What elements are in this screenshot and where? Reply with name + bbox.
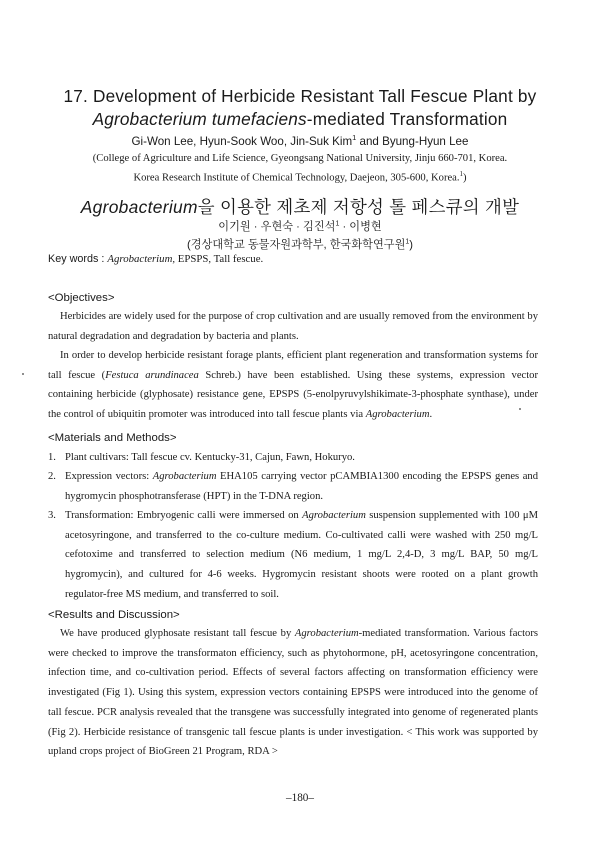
page-number: –180– <box>286 792 314 804</box>
obj-p2-text-a: In order to develop herbicide resistant forage plants, efficient plant regeneration and transformation systems for tall fescue ( <box>48 350 538 381</box>
obj-p2-text-b: Schreb.) have been established. Using these systems, expression vector containing herbicide (glyphosate) resistance gene, EPSPS (5-enolpyruvylshikimate-3-phosphate synthase), under the control of ubiquitin promoter was introduced into tall fescue plants via <box>48 369 538 421</box>
item-number: 1. <box>48 452 56 463</box>
methods-item <box>48 448 538 468</box>
keywords-label: Key words : <box>48 253 108 265</box>
keyword-organism: Agrobacterium, <box>107 253 176 265</box>
objectives-heading: <Objectives> <box>48 292 115 304</box>
author-list <box>40 133 560 148</box>
methods-item <box>48 467 538 506</box>
affiliation-text: Korea Research Institute of Chemical Technology, Daejeon, 305-600, Korea. <box>133 172 460 184</box>
item-number: 2. <box>48 471 56 482</box>
paper-title-line-1: 17. Development of Herbicide Resistant Tall Fescue Plant by <box>63 86 537 106</box>
item-text-b: EHA105 carrying vector pCAMBIA1300 encoding the EPSPS genes and hygromycin phosphotransferase (HPT) in the T-DNA region. <box>65 471 538 502</box>
item-text-a: Plant cultivars: Tall fescue cv. Kentucky-31, Cajun, Fawn, Hokuryo. <box>65 452 355 463</box>
item-organism: Agrobacterium <box>152 471 217 482</box>
korean-title-rest: 을 이용한 제초제 저항성 톨 페스큐의 개발 <box>197 197 520 217</box>
korean-authors-part-2: · 이병현 <box>339 221 382 233</box>
item-number: 3. <box>48 510 56 521</box>
korean-affiliation-text: (경상대학교 동물자원과학부, 한국화학연구원 <box>186 239 406 251</box>
title-rest: -mediated Transformation <box>306 109 508 129</box>
affiliation-line-1: (College of Agriculture and Life Science, Gyeongsang National University, Jinju 660-701, Korea. <box>92 153 508 164</box>
item-text-a: Expression vectors: <box>65 471 153 482</box>
methods-heading: <Materials and Methods> <box>48 432 177 444</box>
korean-affiliation-close: ) <box>409 239 414 251</box>
scan-speck <box>519 408 521 410</box>
authors-part-2: and Byung-Hyun Lee <box>356 134 469 148</box>
keywords <box>48 253 263 265</box>
objectives-paragraph-1: Herbicides are widely used for the purpose of crop cultivation and are usually removed from the environment by natural degradation and degradation by bacteria and plants. <box>48 311 538 342</box>
korean-title <box>40 193 560 218</box>
results-text-b: -mediated transformation. Various factors were checked to improve the transformaton efficiency, such as phytohormone, pH, acetosyringone concentration, infection time, and co-cultivation period. Effects of several factors affecting on transformation efficiency were investigated (Fig 1). Using this system, expression vectors containing EPSPS were introduced into the genome of tall fescue. PCR analysis revealed that the transgene was successfully integrated into genome of regenerated plants (Fig 2). Herbicide resistance of transgenic tall fescue plants is under investigation. < This work was supported by upland crops project of BioGreen 21 Program, RDA > <box>48 628 538 758</box>
authors-part-1: Gi-Won Lee, Hyun-Sook Woo, Jin-Suk Kim <box>131 134 353 148</box>
item-text <box>65 506 538 605</box>
affiliation-close: ) <box>463 172 467 184</box>
objectives-paragraph-2 <box>48 346 538 425</box>
item-text <box>65 467 538 506</box>
results-text-a: We have produced glyphosate resistant tall fescue by <box>60 628 295 639</box>
item-text <box>65 448 538 468</box>
scan-speck <box>22 373 24 375</box>
paper-title-line-2 <box>40 109 560 130</box>
author-affiliation-mark: 1 <box>352 133 357 142</box>
organism-name: Agrobacterium tumefaciens <box>92 109 307 129</box>
item-text-b: suspension supplemented with 100 μM acetosyringone, and transferred to the co-culture medium. Co-cultivated calli were washed with 250 mg/L cefotoxime and transferred to selection medium (N6 medium, 1 mg/L 2,4-D, 3 mg/L BAP, 50 mg/L hygromycin), and cultured for 4-6 weeks. Hygromycin resistant shoots were rooted on a plant growth regulator-free MS medium, and transferred to soil. <box>65 510 538 600</box>
korean-affiliation-mark: 1 <box>405 238 410 246</box>
species-name: Festuca arundinacea <box>105 369 199 381</box>
keywords-rest: EPSPS, Tall fescue. <box>175 253 264 265</box>
korean-authors-part-1: 이기원 · 우현숙 · 김진석 <box>218 221 336 233</box>
results-paragraph <box>48 624 538 762</box>
affiliation-line-2 <box>40 170 560 184</box>
korean-affiliation <box>40 236 560 252</box>
results-organism: Agrobacterium <box>294 628 359 639</box>
korean-author-list <box>40 218 560 234</box>
obj-p2-text-c: . <box>429 409 433 421</box>
affiliation-mark: 1 <box>459 170 464 178</box>
obj-p2-organism: Agrobacterium <box>365 409 430 421</box>
item-text-a: Transformation: Embryogenic calli were immersed on <box>65 510 303 521</box>
korean-title-organism: Agrobacterium <box>80 197 198 217</box>
methods-item <box>48 506 538 605</box>
item-organism: Agrobacterium <box>302 510 366 521</box>
results-heading: <Results and Discussion> <box>48 609 180 621</box>
korean-author-mark: 1 <box>335 220 340 228</box>
